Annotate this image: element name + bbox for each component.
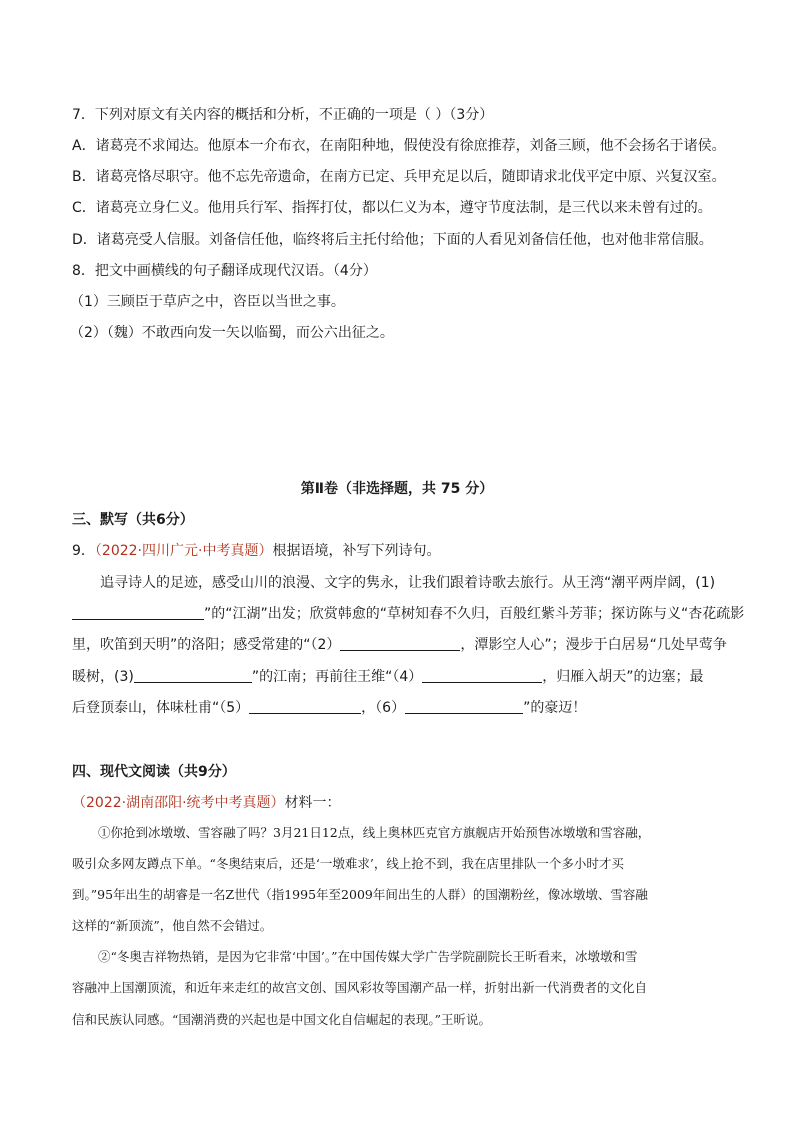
q9-line-4-text-c: ，归雁入胡天”的边塞；最 [542,669,704,685]
blank-5[interactable] [249,699,361,714]
material-header [72,792,341,812]
q9-line-4-text: 暖树，(3) [72,669,134,685]
q9-line-4-text-b: ”的江南；再前往王维“（4） [251,669,423,685]
material-para-1-line-3: 到。”95年出生的胡睿是一名Z世代（指1995年至2009年间出生的人群）的国潮粉丝，像冰墩墩、雪容融 [72,887,648,902]
material-para-1-line-1: ①你抢到冰墩墩、雪容融了吗？3月21日12点，线上奥林匹克官方旗舰店开始预售冰墩墩和雪容融， [98,825,651,840]
q9-line-3-text-b: ，潭影空人心”；漫步于白居易“几处早莺争 [460,637,727,653]
blank-4[interactable] [422,668,542,683]
q9-number: 9． [72,543,95,559]
q8-stem: 8．把文中画横线的句子翻译成现代汉语。（4分） [72,263,377,279]
q9-line-3-text: 里，吹笛到天明”的洛阳；感受常建的“（2） [72,637,341,653]
q9-source: （2022·四川广元·中考真题） [94,543,273,559]
material-para-1-line-4: 这样的“新顶流”，他自然不会错过。 [72,918,273,933]
part-2-title: 第Ⅱ卷（非选择题，共 75 分） [300,481,494,497]
blank-2[interactable] [340,636,460,651]
q7-option-d: D．诸葛亮受人信服。刘备信任他，临终将后主托付给他；下面的人看见刘备信任他，也对他非常信服。 [72,232,713,248]
section-3-title: 三、默写（共6分） [72,512,194,528]
q9-line-5-text: 后登顶泰山，体味杜甫“（5） [72,700,250,716]
q9-line-1: 追寻诗人的足迹，感受山川的浪漫、文字的隽永，让我们跟着诗歌去旅行。从王湾“潮平两岸阔，(1) [100,575,716,591]
q7-stem: 7．下列对原文有关内容的概括和分析，不正确的一项是（ ）（3分） [72,107,494,123]
material-label: 材料一： [284,795,341,811]
q9-line-5 [72,697,586,717]
material-para-2-line-1: ②“冬奥吉祥物热销，是因为它非常‘中国’。”在中国传媒大学广告学院副院长王昕看来，冰墩墩和雪 [98,949,638,964]
material-para-1-line-2: 吸引众多网友蹲点下单。“冬奥结束后，还是‘一墩难求’，线上抢不到，我在店里排队一个多小时才买 [72,856,624,871]
q8-sentence-2: （2）（魏）不敢西向发一矢以临蜀，而公六出征之。 [70,325,394,341]
q9-line-5-text-c: ”的豪迈！ [523,700,587,716]
q9-instruction: 根据语境，补写下列诗句。 [272,543,441,559]
q9-line-2 [72,603,744,623]
section-4-title: 四、现代文阅读（共9分） [72,764,236,780]
question-9-header [72,540,440,560]
q7-option-b: B．诸葛亮恪尽职守。他不忘先帝遗命，在南方已定、兵甲充足以后，随即请求北伐平定中原、兴复汉室。 [72,169,726,185]
q9-line-4 [72,666,704,686]
material-para-2-line-3: 信和民族认同感。“国潮消费的兴起也是中国文化自信崛起的表现。”王昕说。 [72,1012,492,1027]
material-para-2-line-2: 容融冲上国潮顶流，和近年来走红的故宫文创、国风彩妆等国潮产品一样，折射出新一代消费者的文化自 [72,980,648,995]
blank-3[interactable] [134,668,252,683]
q7-option-c: C．诸葛亮立身仁义。他用兵行军、指挥打仗，都以仁义为本，遵守节度法制，是三代以来未曾有过的。 [72,200,712,216]
q8-sentence-1: （1）三顾臣于草庐之中，咨臣以当世之事。 [70,294,345,310]
q9-line-3 [72,634,727,654]
q9-line-5-text-b: ，（6） [361,700,406,716]
q9-line-2-text: ”的“江湖”出发；欣赏韩愈的“草树知春不久归，百般红紫斗芳菲；探访陈与义“杏花疏影 [204,606,745,622]
blank-6[interactable] [405,699,523,714]
material-source: （2022·湖南邵阳·统考中考真题） [72,795,285,811]
q7-option-a: A．诸葛亮不求闻达。他原本一介布衣，在南阳种地，假使没有徐庶推荐，刘备三顾，他不会扬名于诸侯。 [72,138,726,154]
blank-1[interactable] [72,605,204,620]
